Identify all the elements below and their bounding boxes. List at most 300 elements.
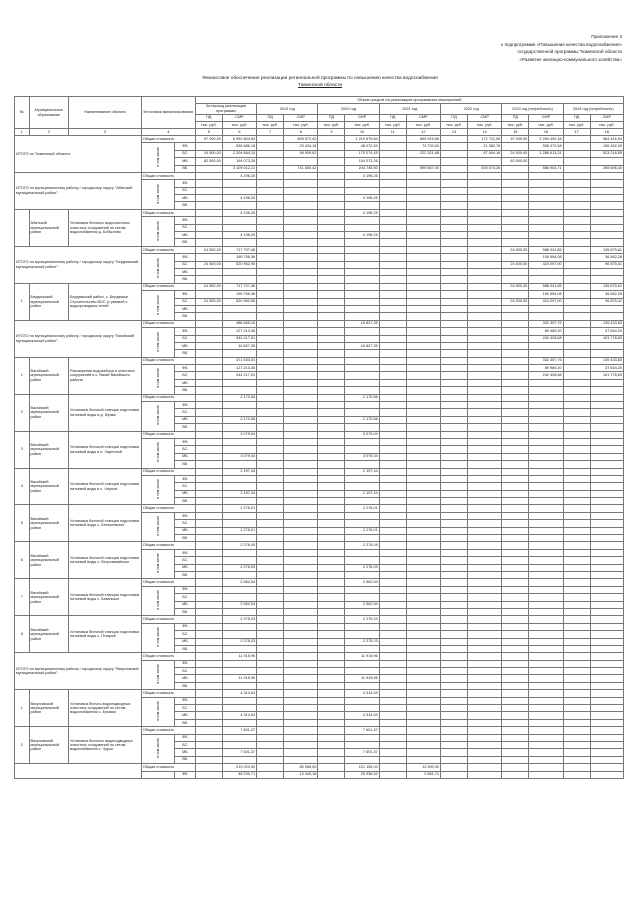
amount-cell [222, 276, 256, 283]
amount-cell [195, 616, 222, 623]
amount-cell [502, 557, 529, 564]
amount-cell [441, 505, 468, 512]
amount-cell [563, 727, 590, 734]
amount-cell [406, 468, 440, 475]
section-title [15, 764, 142, 779]
amount-cell [502, 268, 529, 275]
amount-cell [406, 719, 440, 726]
amount-cell: 332 307,76 [529, 357, 563, 364]
amount-cell [563, 387, 590, 394]
amount-cell: 855 572,42 [284, 135, 318, 142]
amount-cell [318, 557, 345, 564]
amount-cell [318, 461, 345, 468]
amount-cell [468, 453, 502, 460]
amount-cell [441, 224, 468, 231]
row-number: 1 [15, 283, 30, 320]
amount-cell [468, 342, 502, 349]
amount-cell [379, 305, 406, 312]
amount-cell [379, 150, 406, 157]
amount-cell: 24 500,00 [195, 150, 222, 157]
amount-cell [441, 727, 468, 734]
amount-cell [379, 682, 406, 689]
amount-cell [563, 276, 590, 283]
amount-cell [345, 549, 379, 556]
amount-cell [502, 180, 529, 187]
amount-cell [345, 557, 379, 564]
municipality-name: Викуловский муниципальный район [29, 727, 68, 764]
amount-cell [284, 409, 318, 416]
amount-cell: 2 197,44 [222, 490, 256, 497]
amount-cell [529, 431, 563, 438]
amount-cell [284, 490, 318, 497]
amount-cell [468, 498, 502, 505]
amount-cell [195, 461, 222, 468]
amount-cell [502, 475, 529, 482]
source-label: МБ [175, 342, 196, 349]
amount-cell [468, 660, 502, 667]
header-smr: СМР [284, 114, 318, 121]
amount-cell [195, 165, 222, 172]
amount-cell [468, 697, 502, 704]
amount-cell [563, 712, 590, 719]
amount-cell [257, 705, 284, 712]
source-label: ВБ [175, 535, 196, 542]
amount-cell [529, 712, 563, 719]
amount-cell: 1 286 613,21 [529, 150, 563, 157]
amount-cell: 3 079,04 [222, 431, 256, 438]
amount-cell [318, 697, 345, 704]
amount-cell [441, 195, 468, 202]
amount-cell [284, 660, 318, 667]
amount-cell: 24 500,00 [502, 261, 529, 268]
header-year-2021: 2021 год [379, 104, 440, 114]
amount-cell [441, 682, 468, 689]
amount-cell [529, 172, 563, 179]
amount-cell [345, 483, 379, 490]
amount-cell [222, 313, 256, 320]
amount-cell [468, 520, 502, 527]
amount-cell [195, 697, 222, 704]
amount-cell [441, 150, 468, 157]
header-smr: СМР [468, 114, 502, 121]
source-label: ФБ [175, 475, 196, 482]
header-year-2020: 2020 год [318, 104, 379, 114]
amount-cell [379, 608, 406, 615]
amount-cell [345, 335, 379, 342]
amount-cell [502, 409, 529, 416]
amount-cell [318, 608, 345, 615]
table-row [15, 690, 624, 697]
amount-cell [406, 505, 440, 512]
amount-cell [563, 557, 590, 564]
amount-cell [222, 734, 256, 741]
column-index: 9 [318, 129, 345, 136]
amount-cell: 2 204 664,15 [222, 150, 256, 157]
amount-cell [441, 690, 468, 697]
amount-cell: 3 079,04 [222, 453, 256, 460]
amount-cell [222, 586, 256, 593]
header-unit: тыс. руб. [195, 121, 222, 128]
amount-cell [502, 187, 529, 194]
amount-cell [468, 246, 502, 253]
source-label: ВБ [175, 608, 196, 615]
amount-cell [590, 734, 623, 741]
source-label: ФБ [175, 328, 196, 335]
amount-cell [563, 675, 590, 682]
amount-cell [318, 357, 345, 364]
amount-cell [502, 586, 529, 593]
amount-cell [284, 727, 318, 734]
amount-cell [222, 379, 256, 386]
appendix-line: Приложение 3 [591, 34, 622, 39]
amount-cell [284, 328, 318, 335]
amount-cell [195, 564, 222, 571]
amount-cell [529, 520, 563, 527]
amount-cell [284, 675, 318, 682]
amount-cell: 7 601,37 [345, 749, 379, 756]
amount-cell [195, 291, 222, 298]
amount-cell [379, 475, 406, 482]
amount-cell [441, 594, 468, 601]
amount-cell [257, 409, 284, 416]
amount-cell [406, 461, 440, 468]
amount-cell: 2 276,01 [222, 527, 256, 534]
amount-cell: 2 170,56 [345, 416, 379, 423]
amount-cell [318, 283, 345, 290]
amount-cell: 48 239,71 [222, 771, 256, 778]
amount-cell [529, 187, 563, 194]
amount-cell [257, 158, 284, 165]
amount-cell [195, 187, 222, 194]
amount-cell [468, 187, 502, 194]
source-label: БС [175, 705, 196, 712]
amount-cell [318, 453, 345, 460]
amount-cell [379, 320, 406, 327]
column-index: 7 [257, 129, 284, 136]
amount-cell [284, 276, 318, 283]
table-row [15, 727, 624, 734]
amount-cell [379, 180, 406, 187]
amount-cell [379, 771, 406, 778]
amount-cell: 488 565,16 [222, 320, 256, 327]
amount-cell [257, 645, 284, 652]
amount-cell [502, 305, 529, 312]
amount-cell [284, 719, 318, 726]
amount-cell [441, 298, 468, 305]
amount-cell [406, 394, 440, 401]
amount-cell [563, 668, 590, 675]
amount-cell [222, 217, 256, 224]
amount-cell [345, 645, 379, 652]
amount-cell [590, 542, 623, 549]
amount-cell [502, 549, 529, 556]
amount-cell [379, 668, 406, 675]
row-number: 3 [15, 431, 30, 468]
appendix-block [501, 33, 622, 63]
amount-cell [222, 268, 256, 275]
amount-cell [502, 771, 529, 778]
amount-cell: 73 700,00 [406, 143, 440, 150]
amount-cell [222, 187, 256, 194]
amount-cell [284, 557, 318, 564]
amount-cell [563, 202, 590, 209]
amount-cell [318, 268, 345, 275]
amount-cell [529, 276, 563, 283]
amount-cell [590, 616, 623, 623]
amount-cell [284, 387, 318, 394]
amount-cell [318, 549, 345, 556]
amount-cell: 7 601,37 [222, 749, 256, 756]
amount-cell [222, 387, 256, 394]
amount-cell: 11 915,96 [222, 653, 256, 660]
amount-cell [468, 320, 502, 327]
amount-cell [529, 608, 563, 615]
amount-cell [284, 682, 318, 689]
amount-cell [318, 741, 345, 748]
amount-cell [284, 431, 318, 438]
amount-cell [379, 135, 406, 142]
amount-cell [529, 394, 563, 401]
amount-cell [379, 328, 406, 335]
amount-cell [590, 535, 623, 542]
amount-cell [318, 586, 345, 593]
amount-cell [195, 328, 222, 335]
amount-cell [318, 261, 345, 268]
amount-cell [195, 542, 222, 549]
amount-cell [284, 461, 318, 468]
amount-cell [379, 660, 406, 667]
title-region: Тюменской области [297, 83, 343, 88]
source-label: БС [175, 446, 196, 453]
amount-cell [406, 305, 440, 312]
amount-cell [257, 498, 284, 505]
column-index: 13 [441, 129, 468, 136]
amount-cell [563, 187, 590, 194]
amount-cell [502, 165, 529, 172]
amount-cell [563, 409, 590, 416]
amount-cell [195, 416, 222, 423]
incl-text: в том числе [155, 664, 160, 684]
amount-cell: 2 562,54 [345, 579, 379, 586]
amount-cell [563, 475, 590, 482]
amount-cell [406, 357, 440, 364]
amount-cell [563, 261, 590, 268]
source-label: ФБ [175, 623, 196, 630]
incl-label [141, 180, 174, 210]
amount-cell [257, 764, 284, 771]
amount-cell [563, 490, 590, 497]
amount-cell: 98 909,92 [284, 150, 318, 157]
amount-cell [441, 734, 468, 741]
amount-cell [590, 209, 623, 216]
amount-cell [468, 438, 502, 445]
amount-cell [379, 727, 406, 734]
amount-cell [318, 668, 345, 675]
header-pd: ПД [379, 114, 406, 121]
amount-cell [502, 172, 529, 179]
amount-cell [406, 372, 440, 379]
amount-cell: 2 276,01 [345, 505, 379, 512]
header-unit: тыс. руб. [406, 121, 440, 128]
amount-cell [257, 261, 284, 268]
amount-cell [195, 557, 222, 564]
amount-cell [590, 505, 623, 512]
amount-cell [563, 660, 590, 667]
amount-cell [195, 468, 222, 475]
amount-cell [502, 320, 529, 327]
amount-cell [257, 438, 284, 445]
amount-cell [318, 342, 345, 349]
amount-cell [318, 616, 345, 623]
amount-cell [529, 741, 563, 748]
source-label: ФБ [175, 660, 196, 667]
amount-cell [468, 172, 502, 179]
amount-cell [222, 224, 256, 231]
amount-cell [318, 527, 345, 534]
amount-cell [406, 675, 440, 682]
source-label: БС [175, 594, 196, 601]
table-row [15, 542, 624, 549]
amount-cell [563, 150, 590, 157]
amount-cell [195, 705, 222, 712]
document-title [0, 75, 640, 89]
amount-cell [318, 239, 345, 246]
amount-cell: 523 216,55 [590, 150, 623, 157]
header-unit: тыс. руб. [502, 121, 529, 128]
source-label: ВБ [175, 424, 196, 431]
object-name: Расширение водозабора и очистных сооружений в с. Вагай Вагайского района [69, 357, 142, 394]
source-label: ФБ [175, 438, 196, 445]
amount-cell [563, 579, 590, 586]
amount-cell [590, 512, 623, 519]
amount-cell [563, 431, 590, 438]
header-unit: тыс. руб. [257, 121, 284, 128]
amount-cell [257, 209, 284, 216]
amount-cell [563, 402, 590, 409]
amount-cell [468, 771, 502, 778]
amount-cell [563, 734, 590, 741]
amount-cell: 24 500,00 [502, 150, 529, 157]
amount-cell [345, 756, 379, 763]
amount-cell: 159 554,08 [529, 291, 563, 298]
amount-cell [529, 756, 563, 763]
amount-cell [318, 402, 345, 409]
amount-cell [441, 764, 468, 771]
amount-cell [590, 268, 623, 275]
amount-cell [529, 350, 563, 357]
amount-cell [257, 372, 284, 379]
amount-cell [502, 638, 529, 645]
object-name: Установка блочной станции подготовки питьевой воды в с. Черное [69, 468, 142, 505]
amount-cell [406, 350, 440, 357]
amount-cell: 2 275,23 [222, 638, 256, 645]
amount-cell [318, 195, 345, 202]
incl-text: в том числе [155, 737, 160, 758]
amount-cell [379, 357, 406, 364]
amount-cell: 4 196,25 [222, 232, 256, 239]
amount-cell [468, 645, 502, 652]
amount-cell [195, 402, 222, 409]
amount-cell [468, 305, 502, 312]
amount-cell [345, 305, 379, 312]
amount-cell [590, 594, 623, 601]
amount-cell [195, 232, 222, 239]
amount-cell [502, 690, 529, 697]
amount-cell: 62 500,00 [502, 158, 529, 165]
amount-cell [406, 224, 440, 231]
amount-cell: 2 881,71 [406, 771, 440, 778]
municipality-name: Вагайский муниципальный район [29, 616, 68, 653]
amount-cell [502, 453, 529, 460]
amount-cell [468, 394, 502, 401]
incl-label [141, 328, 174, 358]
header-smr: СМР [406, 114, 440, 121]
amount-cell [529, 527, 563, 534]
amount-cell [222, 705, 256, 712]
amount-cell: 2 170,56 [345, 394, 379, 401]
amount-cell [502, 490, 529, 497]
amount-cell [563, 438, 590, 445]
amount-cell [345, 586, 379, 593]
amount-cell [379, 217, 406, 224]
amount-cell [257, 328, 284, 335]
amount-cell [502, 387, 529, 394]
amount-cell: 835 686,18 [222, 143, 256, 150]
amount-cell [563, 512, 590, 519]
amount-cell [529, 209, 563, 216]
header-year-2019: 2019 год [257, 104, 318, 114]
amount-cell [318, 291, 345, 298]
amount-cell [468, 365, 502, 372]
amount-cell [502, 379, 529, 386]
object-name: Установка блочно-водоподводных очистных сооружений по сетям водоснабжения с. Ермаки [69, 690, 142, 727]
amount-cell: 170 074,45 [345, 150, 379, 157]
amount-cell [345, 608, 379, 615]
section-title: ИТОГО по Тюменской области: [15, 135, 142, 172]
amount-cell [441, 431, 468, 438]
amount-cell: 3 109 012,21 [222, 165, 256, 172]
amount-cell [379, 483, 406, 490]
amount-cell [195, 143, 222, 150]
amount-cell [257, 424, 284, 431]
source-label: МБ [175, 490, 196, 497]
amount-cell: 2 562,54 [345, 601, 379, 608]
amount-cell [468, 224, 502, 231]
amount-cell [257, 453, 284, 460]
amount-cell: 2 562,54 [222, 579, 256, 586]
table-row [15, 468, 624, 475]
amount-cell [563, 549, 590, 556]
amount-cell [284, 572, 318, 579]
amount-cell [318, 320, 345, 327]
amount-cell [257, 268, 284, 275]
amount-cell [590, 394, 623, 401]
header-year-2022: 2022 год [441, 104, 502, 114]
table-row [15, 505, 624, 512]
amount-cell [257, 520, 284, 527]
amount-cell [502, 365, 529, 372]
amount-cell [379, 446, 406, 453]
amount-cell [406, 379, 440, 386]
amount-cell [406, 232, 440, 239]
amount-cell [502, 402, 529, 409]
row-number: 1 [15, 690, 30, 727]
amount-cell [195, 365, 222, 372]
amount-cell [590, 712, 623, 719]
amount-cell [284, 372, 318, 379]
amount-cell [379, 697, 406, 704]
amount-cell [468, 357, 502, 364]
